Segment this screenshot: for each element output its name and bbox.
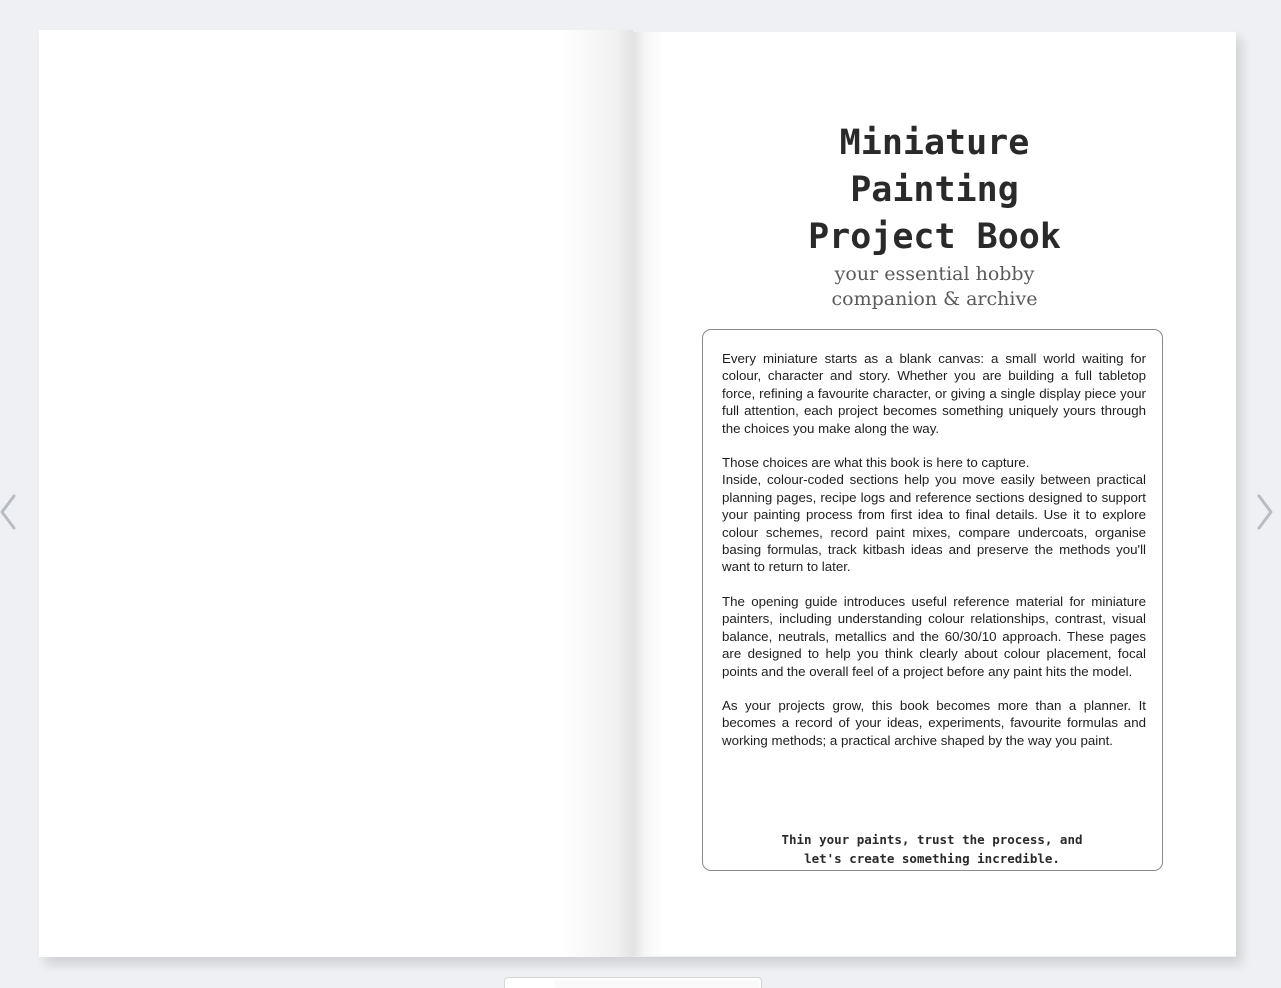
closing-message [703, 830, 1161, 868]
previous-page-button[interactable] [0, 492, 22, 532]
intro-paragraph: The opening guide introduces useful reference material for miniature painters, including understanding colour relationships, contrast, visual balance, neutrals, metallics and the 60/30/10 approach. These pages are designed to help you think clearly about colour placement, focal points and the overall feel of a project before any paint hits the model. [722, 593, 1146, 679]
right-page[interactable] [633, 32, 1236, 956]
closing-line: Thin your paints, trust the process, and [781, 832, 1083, 847]
intro-paragraph: Every miniature starts as a blank canvas: a small world waiting for colour, character and story. Whether you are building a full tabletop force, refining a favourite character, or giving a single display piece your full attention, each project becomes something uniquely yours through the choices you make along the way. [722, 351, 1146, 436]
chevron-left-icon [0, 492, 22, 532]
book-spread [39, 30, 1236, 957]
closing-line: let's create something incredible. [804, 851, 1060, 866]
intro-paragraph: Inside, colour-coded sections help you move easily between practical planning pages, recipe logs and reference sections designed to support your painting process from first idea to final details. Use it to explore colour schemes, record paint mixes, compare undercoats, organise basing formulas, track kitbash ideas and preserve the methods you'll want to return to later. [722, 472, 1146, 575]
title-line: Project Book [808, 217, 1061, 257]
book-subtitle [633, 262, 1236, 312]
introduction-text [722, 350, 1146, 766]
toolbar-track [555, 980, 759, 988]
intro-paragraph: Those choices are what this book is here to capture. [722, 455, 1030, 471]
title-line: Miniature [839, 123, 1030, 163]
next-page-button[interactable] [1253, 492, 1275, 532]
book-title [633, 120, 1236, 261]
subtitle-line: companion & archive [831, 288, 1038, 310]
page-toolbar[interactable] [504, 977, 762, 988]
chevron-right-icon [1253, 492, 1275, 532]
introduction-box [702, 329, 1163, 871]
left-page[interactable] [39, 30, 633, 957]
intro-paragraph: As your projects grow, this book becomes more than a planner. It becomes a record of your ideas, experiments, favourite formulas and working methods; a practical archive shaped by the way you paint. [722, 697, 1146, 748]
subtitle-line: your essential hobby [834, 263, 1035, 285]
title-line: Painting [850, 170, 1019, 210]
